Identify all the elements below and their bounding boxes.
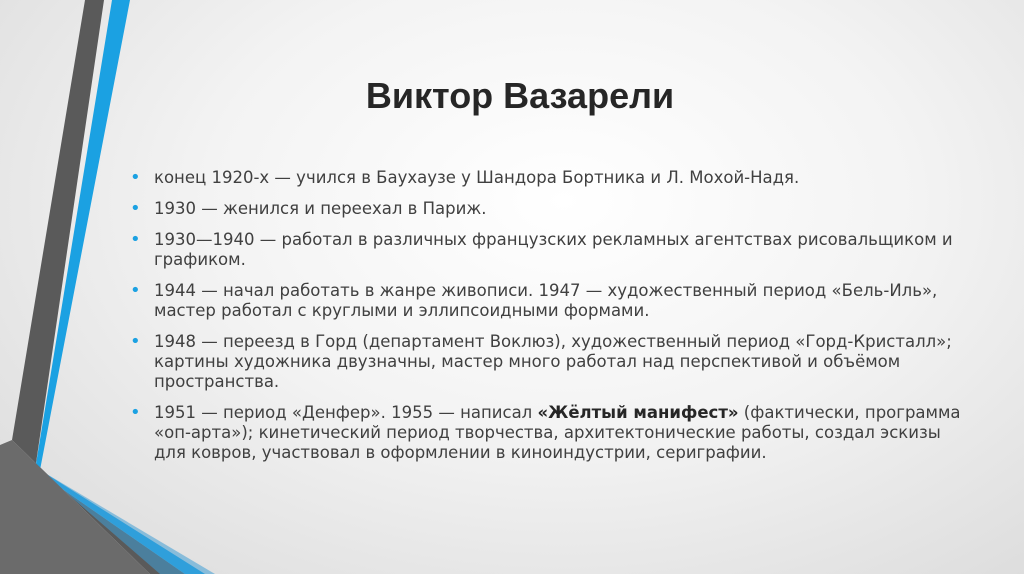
bullet-item	[130, 332, 970, 392]
bullet-text-before: 1951 — период «Денфер». 1955 — написал	[154, 403, 538, 422]
bullet-bold-text: «Жёлтый манифест»	[537, 403, 739, 422]
bullet-text: 1930 — женился и переехал в Париж.	[154, 199, 487, 218]
bullet-text: 1948 — переезд в Горд (департамент Воклюз), художественный период «Горд-Кристалл»; картины художника двузначны, мастер много работал над перспективой и объёмом пространства.	[154, 332, 952, 391]
bullet-dot-icon: •	[130, 331, 141, 352]
slide-title: Виктор Вазарели	[365, 75, 675, 116]
bullet-text: 1930—1940 — работал в различных французских рекламных агентствах рисовальщиком и графиком.	[154, 230, 953, 269]
bullet-item	[130, 230, 970, 270]
bullet-dot-icon: •	[130, 198, 141, 219]
bullet-item	[130, 199, 970, 219]
bullet-dot-icon: •	[130, 402, 141, 423]
bullet-item	[130, 168, 970, 188]
gray-bottom-wedge	[0, 440, 150, 574]
bullet-dot-icon: •	[130, 280, 141, 301]
bullet-dot-icon: •	[130, 229, 141, 250]
bullet-text: конец 1920-х — учился в Баухаузе у Шандора Бортника и Л. Мохой-Надя.	[154, 168, 800, 187]
bullet-list	[130, 168, 970, 474]
bullet-text: 1944 — начал работать в жанре живописи. 1947 — художественный период «Бель-Иль», мастер работал с круглыми и эллипсоидными формами.	[154, 281, 938, 320]
bullet-item	[130, 281, 970, 321]
bullet-dot-icon: •	[130, 167, 141, 188]
bullet-item	[130, 403, 970, 463]
bullet-text-after: (фактически, программа «оп-арта»); кинетический период творчества, архитектонические работы, создал эскизы для ковров, участвовал в оформлении в киноиндустрии, сериграфии.	[154, 403, 961, 462]
